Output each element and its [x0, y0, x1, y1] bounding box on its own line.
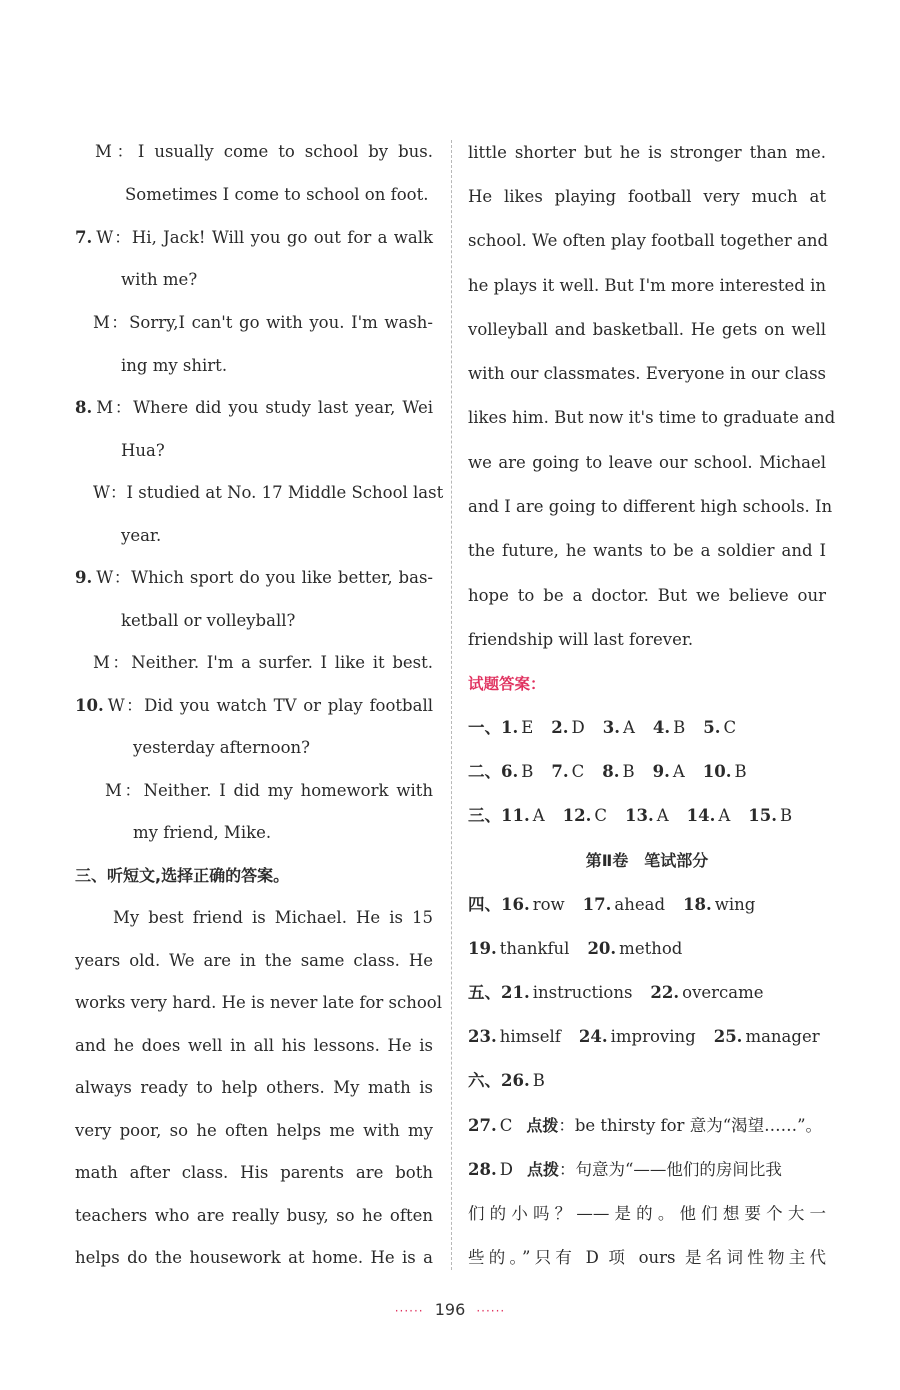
answer-number: 2. — [551, 718, 569, 737]
answer-value: A — [672, 762, 685, 781]
item-number: 8. — [75, 398, 93, 417]
answer-value: improving — [610, 1027, 696, 1046]
answer-number: 13. — [624, 806, 654, 825]
answer-row — [468, 717, 754, 739]
hint-text: ：句意为“——他们的房间比我 — [558, 1160, 782, 1179]
hint-text: ：be thirsty for 意为“渴望……”。 — [558, 1116, 823, 1135]
answer-value: B — [734, 762, 747, 781]
answer-row — [468, 894, 773, 916]
answer-value: method — [619, 939, 683, 958]
question-number: 27. — [468, 1116, 497, 1135]
answer-number: 23. — [468, 1027, 497, 1046]
answer-value: B — [521, 762, 534, 781]
text-line: and he does well in all his lessons. He is — [75, 1036, 433, 1055]
text-line: volleyball and basketball. He gets on well — [468, 320, 826, 339]
answer-number: 22. — [650, 983, 680, 1002]
answer-number: 8. — [602, 762, 620, 781]
answer-value: C — [571, 762, 585, 781]
item-number: 10. — [75, 696, 104, 715]
explanation-line — [468, 1115, 822, 1137]
text-line: M：Neither. I did my homework with — [105, 781, 433, 800]
text-line — [75, 567, 433, 589]
text-line: hope to be a doctor. But we believe our — [468, 586, 826, 605]
answer-number: 20. — [587, 939, 617, 958]
section-title: 第Ⅱ卷 笔试部分 — [585, 851, 709, 870]
page-dots-left: ······ — [394, 1304, 424, 1318]
answer-value: A — [622, 718, 635, 737]
text-line: we are going to leave our school. Michael — [468, 453, 826, 472]
answer-number: 18. — [683, 895, 712, 914]
text-line: very poor, so he often helps me with my — [75, 1121, 433, 1140]
text-line: M：Sorry,I can't go with you. I'm wash- — [93, 313, 433, 332]
text-line: W：I studied at No. 17 Middle School last — [93, 483, 444, 502]
answer-value: B — [532, 1071, 545, 1090]
answer-value: wing — [714, 895, 756, 914]
answer-value: C — [723, 718, 737, 737]
answer-number: 25. — [713, 1027, 743, 1046]
answer-number: 10. — [702, 762, 732, 781]
text-line: with our classmates. Everyone in our class — [468, 364, 826, 383]
text-line: friendship will last forever. — [468, 630, 694, 649]
question-number: 28. — [468, 1160, 497, 1179]
answer-number: 24. — [578, 1027, 608, 1046]
text-line: with me? — [121, 270, 198, 289]
answer-number: 四、16. — [468, 895, 530, 914]
answers-heading: 试题答案： — [468, 675, 546, 693]
text-line: likes him. But now it's time to graduate and — [468, 408, 836, 427]
line-text: W：Did you watch TV or play football — [107, 696, 433, 715]
answer-value: overcame — [682, 983, 764, 1002]
text-line: M：I usually come to school by bus. — [95, 142, 433, 161]
answer-value: B — [779, 806, 793, 825]
answer-number: 五、21. — [468, 983, 530, 1002]
answer-row — [468, 1026, 838, 1048]
answer-number: 19. — [468, 939, 497, 958]
hint-label: 点拨 — [526, 1116, 559, 1135]
text-line — [75, 695, 433, 717]
text-line: My best friend is Michael. He is 15 — [113, 908, 433, 927]
answer-value: A — [656, 806, 669, 825]
text-line: my friend, Mike. — [133, 823, 272, 842]
answer-row — [468, 982, 782, 1004]
answer-value: row — [532, 895, 565, 914]
answer-number: 4. — [652, 718, 671, 737]
answer-value: A — [532, 806, 545, 825]
text-line — [75, 397, 433, 419]
answer-number: 17. — [582, 895, 612, 914]
answer-value: instructions — [532, 983, 633, 1002]
text-line: yesterday afternoon? — [133, 738, 310, 757]
text-line — [75, 227, 433, 249]
explanation-line: 们的小吗？——是的。他们想要个大一 — [468, 1204, 826, 1223]
answer-value: manager — [745, 1027, 820, 1046]
text-line: and I are going to different high schools. In — [468, 497, 833, 516]
text-line: Sometimes I come to school on foot. — [125, 185, 429, 204]
text-line: works very hard. He is never late for school — [75, 993, 443, 1012]
item-number: 7. — [75, 228, 93, 247]
page-dots-right: ······ — [476, 1304, 506, 1318]
line-text: W：Which sport do you like better, bas- — [96, 568, 433, 587]
text-line: M：Neither. I'm a surfer. I like it best. — [93, 653, 433, 672]
text-line: 三、听短文,选择正确的答案。 — [75, 866, 290, 885]
text-line: the future, he wants to be a soldier and I — [468, 541, 826, 560]
answer-value: himself — [499, 1027, 561, 1046]
text-line: little shorter but he is stronger than me. — [468, 143, 826, 162]
hint-label: 点拨 — [526, 1160, 559, 1179]
answer-value: B — [673, 718, 686, 737]
text-line: teachers who are really busy, so he often — [75, 1206, 433, 1225]
answer-number: 5. — [703, 718, 721, 737]
answer-number: 二、6. — [468, 762, 519, 781]
answer-number: 14. — [686, 806, 716, 825]
answer-value: B — [622, 762, 635, 781]
answer-number: 一、1. — [468, 718, 519, 737]
answer-value: ahead — [614, 895, 666, 914]
text-line: he plays it well. But I'm more interested in — [468, 276, 827, 295]
answer-number: 3. — [602, 718, 620, 737]
question-answer: C — [499, 1116, 513, 1135]
answer-number: 9. — [652, 762, 670, 781]
answer-value: D — [571, 718, 585, 737]
text-line: years old. We are in the same class. He — [75, 951, 433, 970]
item-number: 9. — [75, 568, 93, 587]
answer-value: A — [718, 806, 731, 825]
text-line: math after class. His parents are both — [75, 1163, 433, 1182]
text-line: Hua? — [121, 441, 165, 460]
answer-number: 三、11. — [468, 806, 530, 825]
text-line: always ready to help others. My math is — [75, 1078, 433, 1097]
explanation-line — [468, 1159, 782, 1181]
page-footer — [0, 1300, 900, 1319]
answer-number: 六、26. — [468, 1071, 530, 1090]
question-answer: D — [499, 1160, 513, 1179]
explanation-line: 些的。”只有 D 项 ours 是名词性物主代 — [468, 1248, 826, 1267]
answer-row — [468, 805, 810, 827]
answer-number: 12. — [562, 806, 592, 825]
answer-value: thankful — [499, 939, 570, 958]
column-divider — [451, 140, 452, 1270]
answer-number: 15. — [748, 806, 777, 825]
text-line: ketball or volleyball? — [121, 611, 296, 630]
text-line: He likes playing football very much at — [468, 187, 826, 206]
text-line: school. We often play football together and — [468, 231, 829, 250]
answer-row — [468, 938, 700, 960]
text-line: helps do the housework at home. He is a — [75, 1248, 433, 1267]
text-line: ing my shirt. — [121, 356, 228, 375]
answer-row — [468, 761, 765, 783]
line-text: W：Hi, Jack! Will you go out for a walk — [96, 228, 433, 247]
page-number: 196 — [434, 1300, 466, 1319]
answer-value: C — [594, 806, 607, 825]
text-line: year. — [121, 526, 162, 545]
line-text: M：Where did you study last year, Wei — [96, 398, 433, 417]
answer-number: 7. — [551, 762, 569, 781]
answer-row — [468, 1070, 563, 1092]
answer-value: E — [521, 718, 534, 737]
